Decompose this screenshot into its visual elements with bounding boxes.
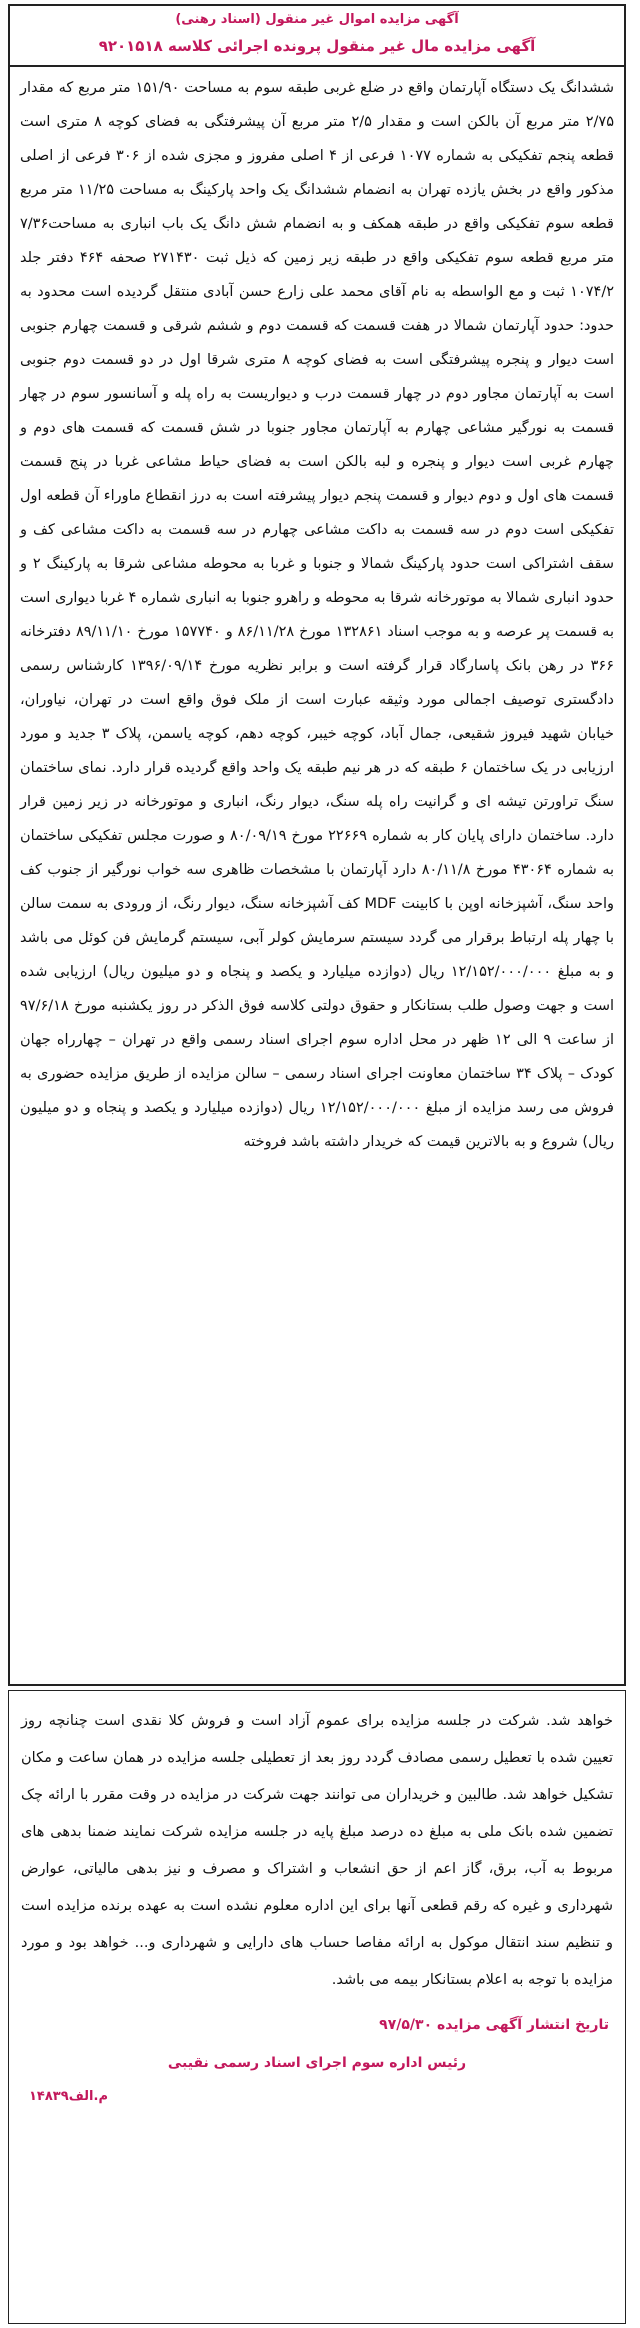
notice-body-part1: ششدانگ یک دستگاه آپارتمان واقع در ضلع غربی طبقه سوم به مساحت ۱۵۱/۹۰ متر مربع که مقدار ۲/۷۵ متر مربع آن بالکن است و مقدار ۲/۵ متر مربع آن پیشرفتگی به فضای کوچه ۸ متری است قطعه پنجم تفکیکی به شماره ۱۰۷۷ فرعی از ۴ اصلی مفروز و مجزی شده از ۳۰۶ فرعی از اصلی مذکور واقع در بخش یازده تهران به انضمام ششدانگ یک واحد پارکینگ به مساحت ۱۱/۲۵ متر مربع قطعه سوم تفکیکی واقع در طبقه همکف و به انضمام شش دانگ یک باب انباری به مساحت۷/۳۶ متر مربع قطعه سوم تفکیکی واقع در طبقه زیر زمین که ذیل ثبت ۲۷۱۴۳۰ صحفه ۴۶۴ دفتر جلد ۱۰۷۴/۲ ثبت و مع الواسطه به نام آقای محمد علی زارع حسن آبادی منتقل گردیده است محدود به حدود: حدود آپارتمان شمالا در هفت قسمت که قسمت دوم و ششم شرقی و قسمت چهارم جنوبی است دیوار و پنجره پیشرفتگی است به فضای کوچه ۸ متری شرقا اول در دو قسمت دوم جنوبی است به آپارتمان مجاور دوم در چهار قسمت درب و دیواریست به راه پله و آسانسور سوم در چهار قسمت به نورگیر مشاعی چهارم به آپارتمان مجاور جنوبا در شش قسمت که قسمت های دوم و چهارم غربی است دیوار و پنجره و لبه بالکن است به فضای حیاط مشاعی غربا در پنج قسمت قسمت های اول و دوم دیوار و قسمت پنجم دیوار پیشرفته است به درز انقطاع ماوراء آن قطعه اول تفکیکی است دوم در سه قسمت به داکت مشاعی چهارم در سه قسمت به داکت مشاعی کف و سقف اشتراکی است حدود پارکینگ شمالا و جنوبا و غربا به محوطه مشاعی شرقا به پارکینگ ۲ و حدود انباری شمالا به موتورخانه شرقا به محوطه و راهرو جنوبا به انباری شماره ۴ غربا دیواری است به قسمت پر عرصه و به موجب اسناد ۱۳۲۸۶۱ مورخ ۸۶/۱۱/۲۸ و ۱۵۷۷۴۰ مورخ ۸۹/۱۱/۱۰ دفترخانه ۳۶۶ در رهن بانک پاسارگاد قرار گرفته است و برابر نظریه مورخ ۱۳۹۶/۰۹/۱۴ کارشناس رسمی دادگستری توصیف اجمالی مورد وثیقه عبارت است از ملک فوق واقع است در تهران، نیاوران، خیابان شهید فیروز شقیعی، جمال آباد، کوچه خیبر، کوچه دهم، کوچه یاسمن، پلاک ۳ جدید و مورد ارزیابی در یک ساختمان ۶ طبقه که در هر نیم طبقه یک واحد واقع گردیده قرار دارد. نمای ساختمان سنگ تراورتن تیشه ای و گرانیت راه پله سنگ، دیوار رنگ، انباری و موتورخانه در زیر زمین قرار دارد. ساختمان دارای پایان کار به شماره ۲۲۶۶۹ مورخ ۸۰/۰۹/۱۹ و صورت مجلس تفکیکی ساختمان به شماره ۴۳۰۶۴ مورخ ۸۰/۱۱/۸ دارد آپارتمان با مشخصات ظاهری سه خواب نورگیر از جنوب کف واحد سنگ، آشپزخانه اوپن با کابینت MDF کف آشپزخانه سنگ، دیوار رنگ، از ورودی به سمت سالن با چهار پله ارتباط برقرار می گردد سیستم سرمایش کولر آبی، سیستم گرمایش فن کوئل می باشد و به مبلغ ۱۲/۱۵۲/۰۰۰/۰۰۰ ریال (دوازده میلیارد و یکصد و پنجاه و دو میلیون ریال) ارزیابی شده است و جهت وصول طلب بستانکار و حقوق دولتی کلاسه فوق الذکر در روز یکشنبه مورخ ۹۷/۶/۱۸ از ساعت ۹ الی ۱۲ ظهر در محل اداره سوم اجرای اسناد رسمی واقع در تهران – چهارراه جهان کودک – پلاک ۳۴ ساختمان معاونت اجرای اسناد رسمی – سالن مزایده از طریق مزایده حضوری به فروش می رسد مزایده از مبلغ ۱۲/۱۵۲/۰۰۰/۰۰۰ ریال (دوازده میلیارد و یکصد و پنجاه و دو میلیون ریال) شروع و به بالاترین قیمت که خریدار داشته باشد فروخته [19, 80, 615, 1150]
heading-top: آگهی مزایده اموال غیر منقول (اسناد رهنی) [175, 12, 459, 27]
notice-main-box [8, 4, 626, 1686]
notice-body-part2: خواهد شد. شرکت در جلسه مزایده برای عموم آزاد است و فروش کلا نقدی است چنانچه روز تعیین شده با تعطیل رسمی مصادف گردد روز بعد از تعطیلی جلسه مزایده در همان ساعت و مکان تشکیل خواهد شد. طالبین و خریداران می توانند جهت شرکت در مزایده در وقت مقرر با ارائه چک تضمین شده بانک ملی به مبلغ ده درصد مبلغ پایه در جلسه مزایده شرکت نمایند ضمنا بدهی های مربوط به آب، برق، گاز اعم از حق انشعاب و اشتراک و مصرف و نیز بدهی مالیاتی، عوارض شهرداری و غیره که رقم قطعی آنها برای این اداره معلوم نشده است به عهده برنده مزایده است و تنظیم سند انتقال موکول به ارائه مفاصا حساب های دارایی و شهرداری و... خواهد بود و مورد مزایده با توجه به اعلام بستانکار بیمه می باشد. [21, 1713, 613, 1988]
notice-header [10, 6, 624, 55]
notice-footer [9, 1999, 625, 2104]
publish-date: تاریخ انتشار آگهی مزایده ۹۷/۵/۳۰ [379, 2017, 609, 2033]
reference-code: م.الف۱۴۸۳۹ [29, 2089, 108, 2104]
notice-continuation-box [8, 1690, 626, 2324]
signer: رئیس اداره سوم اجرای اسناد رسمی نقیبی [167, 2055, 467, 2071]
heading-sub: آگهی مزایده مال غیر منقول پرونده اجرائی کلاسه ۹۲۰۱۵۱۸ [98, 37, 536, 55]
